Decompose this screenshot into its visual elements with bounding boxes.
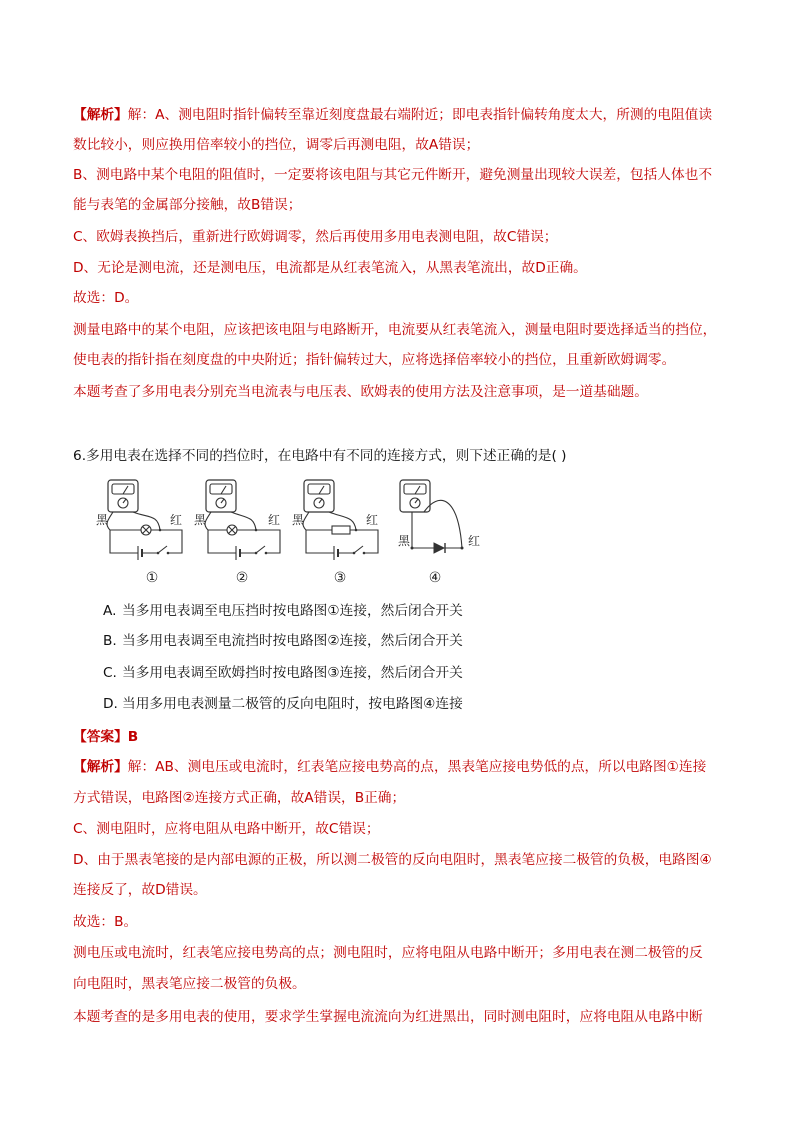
- option-letter: A.: [103, 603, 117, 619]
- analysis-line: 数比较小，则应换用倍率较小的挡位，调零后再测电阻，故A错误；: [73, 137, 480, 153]
- red-lead: [329, 512, 356, 530]
- option-b: [73, 631, 713, 651]
- multimeter-icon: [400, 480, 430, 512]
- resistor-icon: [332, 526, 350, 534]
- battery-icon: [334, 546, 338, 560]
- multimeter-icon: [108, 480, 138, 512]
- multimeter-icon: [206, 480, 236, 512]
- question-stem: 6.多用电表在选择不同的挡位时，在电路中有不同的连接方式，则下述正确的是( ): [73, 448, 567, 464]
- option-d: [73, 694, 713, 714]
- analysis-tag: 【解析】: [73, 759, 128, 775]
- circuit-wire: [110, 530, 182, 553]
- analysis-line: [73, 105, 712, 125]
- option-letter: C.: [103, 665, 117, 681]
- option-letter: D.: [103, 696, 118, 712]
- circuit-label: ②: [235, 570, 249, 586]
- analysis-line: 本题考查了多用电表分别充当电流表与电压表、欧姆表的使用方法及注意事项，是一道基础题。: [73, 384, 648, 400]
- analysis-text: 解：A、测电阻时指针偏转至靠近刻度盘最右端附近；即电表指针偏转角度太大，所测的电阻值读: [127, 107, 713, 123]
- circuit-4: [398, 480, 480, 586]
- circuit-label: ③: [333, 570, 347, 586]
- option-letter: B.: [103, 633, 117, 649]
- lamp-icon: [227, 525, 237, 535]
- diode-icon: [434, 543, 445, 553]
- battery-icon: [138, 546, 142, 560]
- analysis-line: C、测电阻时，应将电阻从电路中断开，故C错误；: [73, 821, 380, 837]
- analysis-line: 测电压或电流时，红表笔应接电势高的点；测电阻时，应将电阻从电路中断开；多用电表在测二极管的反: [73, 945, 703, 961]
- circuit-1: [96, 480, 182, 586]
- red-probe-label: 红: [170, 513, 183, 527]
- analysis-line: D、无论是测电流，还是测电压，电流都是从红表笔流入，从黑表笔流出，故D正确。: [73, 260, 587, 276]
- lamp-icon: [141, 525, 151, 535]
- circuit-3: [292, 480, 378, 586]
- switch-icon: [255, 546, 268, 554]
- circuit-label: ④: [428, 570, 442, 586]
- circuit-wire: [208, 530, 280, 553]
- red-probe-label: 红: [366, 513, 379, 527]
- red-probe-label: 红: [468, 534, 481, 548]
- option-a: [73, 601, 713, 621]
- option-text: 当用多用电表测量二极管的反向电阻时，按电路图④连接: [122, 696, 463, 712]
- black-probe-label: 黑: [194, 513, 207, 527]
- analysis-line: [73, 757, 706, 777]
- black-probe-label: 黑: [292, 513, 305, 527]
- analysis-line: 方式错误，电路图②连接方式正确，故A错误，B正确；: [73, 790, 406, 806]
- analysis-text: 解：AB、测电压或电流时，红表笔应接电势高的点，黑表笔应接电势低的点，所以电路图①连接: [127, 759, 707, 775]
- black-probe-label: 黑: [398, 534, 411, 548]
- analysis-line: C、欧姆表换挡后，重新进行欧姆调零，然后再使用多用电表测电阻，故C错误；: [73, 229, 558, 245]
- analysis-line: 本题考查的是多用电表的使用，要求学生掌握电流流向为红进黑出，同时测电阻时，应将电阻从电路中断: [73, 1009, 703, 1025]
- analysis-line: 测量电路中的某个电阻，应该把该电阻与电路断开，电流要从红表笔流入，测量电阻时要选择适当的挡位，: [73, 322, 717, 338]
- analysis-line: B、测电路中某个电阻的阻值时，一定要将该电阻与其它元件断开，避免测量出现较大误差，包括人体也不: [73, 167, 713, 183]
- option-text: 当多用电表调至电流挡时按电路图②连接，然后闭合开关: [122, 633, 463, 649]
- analysis-line: 使电表的指针指在刻度盘的中央附近；指针偏转过大，应将选择倍率较小的挡位，且重新欧姆调零。: [73, 352, 676, 368]
- analysis-conclusion: 故选：D。: [73, 290, 139, 306]
- circuit-2: [194, 480, 280, 586]
- option-text: 当多用电表调至欧姆挡时按电路图③连接，然后闭合开关: [122, 665, 463, 681]
- red-lead: [133, 512, 160, 530]
- circuit-label: ①: [145, 570, 159, 586]
- analysis-line: 能与表笔的金属部分接触，故B错误；: [73, 197, 302, 213]
- circuit-figure: [90, 474, 500, 594]
- multimeter-icon: [304, 480, 334, 512]
- switch-icon: [353, 546, 366, 554]
- black-probe-label: 黑: [96, 513, 109, 527]
- battery-icon: [236, 546, 240, 560]
- analysis-line: D、由于黑表笔接的是内部电源的正极，所以测二极管的反向电阻时，黑表笔应接二极管的负极，电路图④: [73, 852, 712, 868]
- red-probe-label: 红: [268, 513, 281, 527]
- switch-icon: [157, 546, 170, 554]
- analysis-conclusion: 故选：B。: [73, 914, 138, 930]
- option-text: 当多用电表调至电压挡时按电路图①连接，然后闭合开关: [122, 603, 463, 619]
- analysis-tag: 【解析】: [73, 107, 128, 123]
- answer-value: B: [127, 729, 139, 745]
- answer-line: [73, 727, 138, 747]
- answer-tag: 【答案】: [73, 729, 128, 745]
- analysis-line: 连接反了，故D错误。: [73, 882, 207, 898]
- option-c: [73, 663, 713, 683]
- analysis-line: 向电阻时，黑表笔应接二极管的负极。: [73, 976, 306, 992]
